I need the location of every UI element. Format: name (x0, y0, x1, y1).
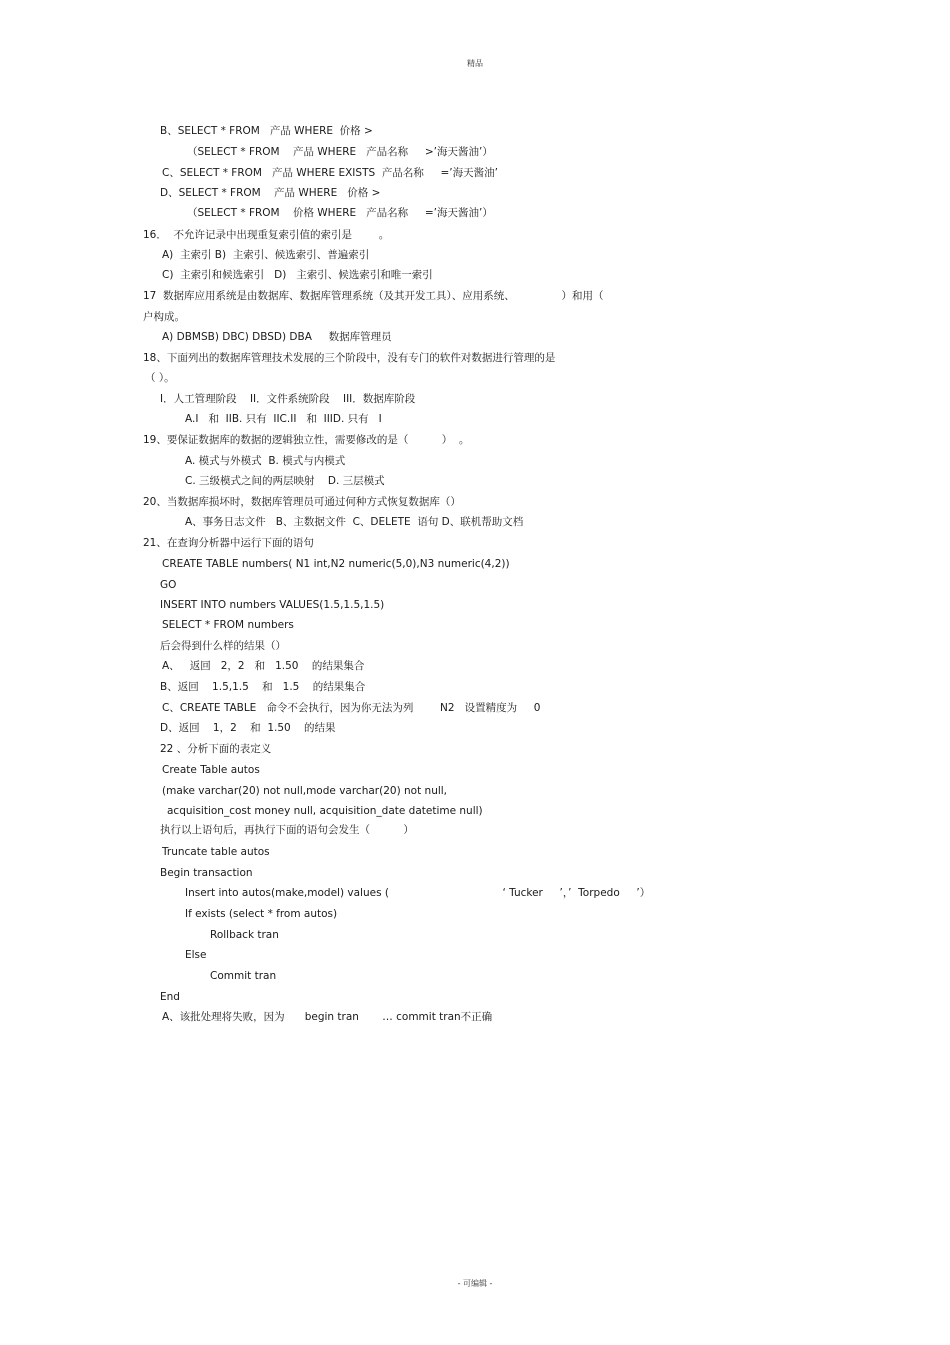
q16-options-cd: C) 主索引和候选索引 D) 主索引、候选索引和唯一索引 (162, 269, 433, 281)
q22-sql-insert: Insert into autos(make,model) values ( ‘ Tucker ’，’ Torpedo ’） (185, 887, 651, 899)
q22-sql-else: Else (185, 949, 207, 961)
q22-sql-end: End (160, 991, 180, 1003)
q21-option-a: A、 返回 2，2 和 1.50 的结果集合 (162, 660, 365, 672)
q18-question-line2: （ ）。 (145, 372, 175, 384)
q21-sql-go: GO (160, 579, 177, 591)
q18-question-line1: 18、下面列出的数据库管理技术发展的三个阶段中，没有专门的软件对数据进行管理的是 (143, 352, 556, 364)
q21-sql-select: SELECT * FROM numbers (162, 619, 294, 631)
q22-sql-columns-1: (make varchar(20) not null,mode varchar(20) not null, (162, 785, 448, 797)
q20-question: 20、当数据库损坏时，数据库管理员可通过何种方式恢复数据库（） (143, 496, 461, 508)
q21-option-b: B、返回 1.5,1.5 和 1.5 的结果集合 (160, 681, 366, 693)
q15-option-d-line1: D、SELECT * FROM 产品 WHERE 价格 > (160, 187, 381, 199)
q21-result-prompt: 后会得到什么样的结果（） (160, 640, 286, 652)
q22-question: 22 、分析下面的表定义 (160, 743, 272, 755)
q15-option-d-line2: （SELECT * FROM 价格 WHERE 产品名称 =’海天酱油’） (187, 207, 493, 219)
q22-sql-commit: Commit tran (210, 970, 277, 982)
page-header: 精品 (467, 59, 483, 68)
q16-question: 16． 不允许记录中出现重复索引值的索引是 。 (143, 229, 390, 241)
q15-option-b-line2: （SELECT * FROM 产品 WHERE 产品名称 >’海天酱油’） (187, 146, 493, 158)
q15-option-b-line1: B、SELECT * FROM 产品 WHERE 价格 > (160, 125, 373, 137)
q22-option-a: A、该批处理将失败，因为 begin tran … commit tran不正确 (162, 1011, 493, 1023)
page-footer: - 可编辑 - (457, 1279, 493, 1288)
q21-option-d: D、返回 1，2 和 1.50 的结果 (160, 722, 336, 734)
q21-question: 21、在查询分析器中运行下面的语句 (143, 537, 314, 549)
q17-options: A) DBMSB) DBC) DBSD) DBA 数据库管理员 (162, 331, 392, 343)
q22-sql-truncate: Truncate table autos (162, 846, 270, 858)
q21-option-c: C、CREATE TABLE 命令不会执行，因为你无法为列 N2 设置精度为 0 (162, 702, 541, 714)
q18-stages: I．人工管理阶段 II．文件系统阶段 III．数据库阶段 (160, 393, 416, 405)
q19-options-cd: C. 三级模式之间的两层映射 D. 三层模式 (185, 475, 385, 487)
q18-options: A.I 和 IIB. 只有 IIC.II 和 IIID. 只有 I (185, 413, 382, 425)
q17-question-line2: 户构成。 (143, 311, 185, 323)
q21-sql-create: CREATE TABLE numbers( N1 int,N2 numeric(5,0),N3 numeric(4,2)) (162, 558, 510, 570)
q20-options: A、事务日志文件 B、主数据文件 C、DELETE 语句 D、联机帮助文档 (185, 516, 524, 528)
q22-sql-rollback: Rollback tran (210, 929, 279, 941)
q21-sql-insert: INSERT INTO numbers VALUES(1.5,1.5,1.5) (160, 599, 385, 611)
q19-options-ab: A. 模式与外模式 B. 模式与内模式 (185, 455, 346, 467)
q15-option-c: C、SELECT * FROM 产品 WHERE EXISTS 产品名称 =’海天酱油’ (162, 167, 498, 179)
q17-question-line1: 17 数据库应用系统是由数据库、数据库管理系统（及其开发工具）、应用系统、 ）和用（ (143, 290, 604, 302)
q22-sql-create: Create Table autos (162, 764, 260, 776)
q22-sql-begin: Begin transaction (160, 867, 253, 879)
q22-sql-if-exists: If exists (select * from autos) (185, 908, 338, 920)
q22-prompt: 执行以上语句后，再执行下面的语句会发生（ ） (160, 824, 414, 836)
q22-sql-columns-2: acquisition_cost money null, acquisition_date datetime null) (167, 805, 483, 817)
q19-question: 19、要保证数据库的数据的逻辑独立性，需要修改的是（ ） 。 (143, 434, 470, 446)
q16-options-ab: A) 主索引 B) 主索引、候选索引、普遍索引 (162, 249, 370, 261)
